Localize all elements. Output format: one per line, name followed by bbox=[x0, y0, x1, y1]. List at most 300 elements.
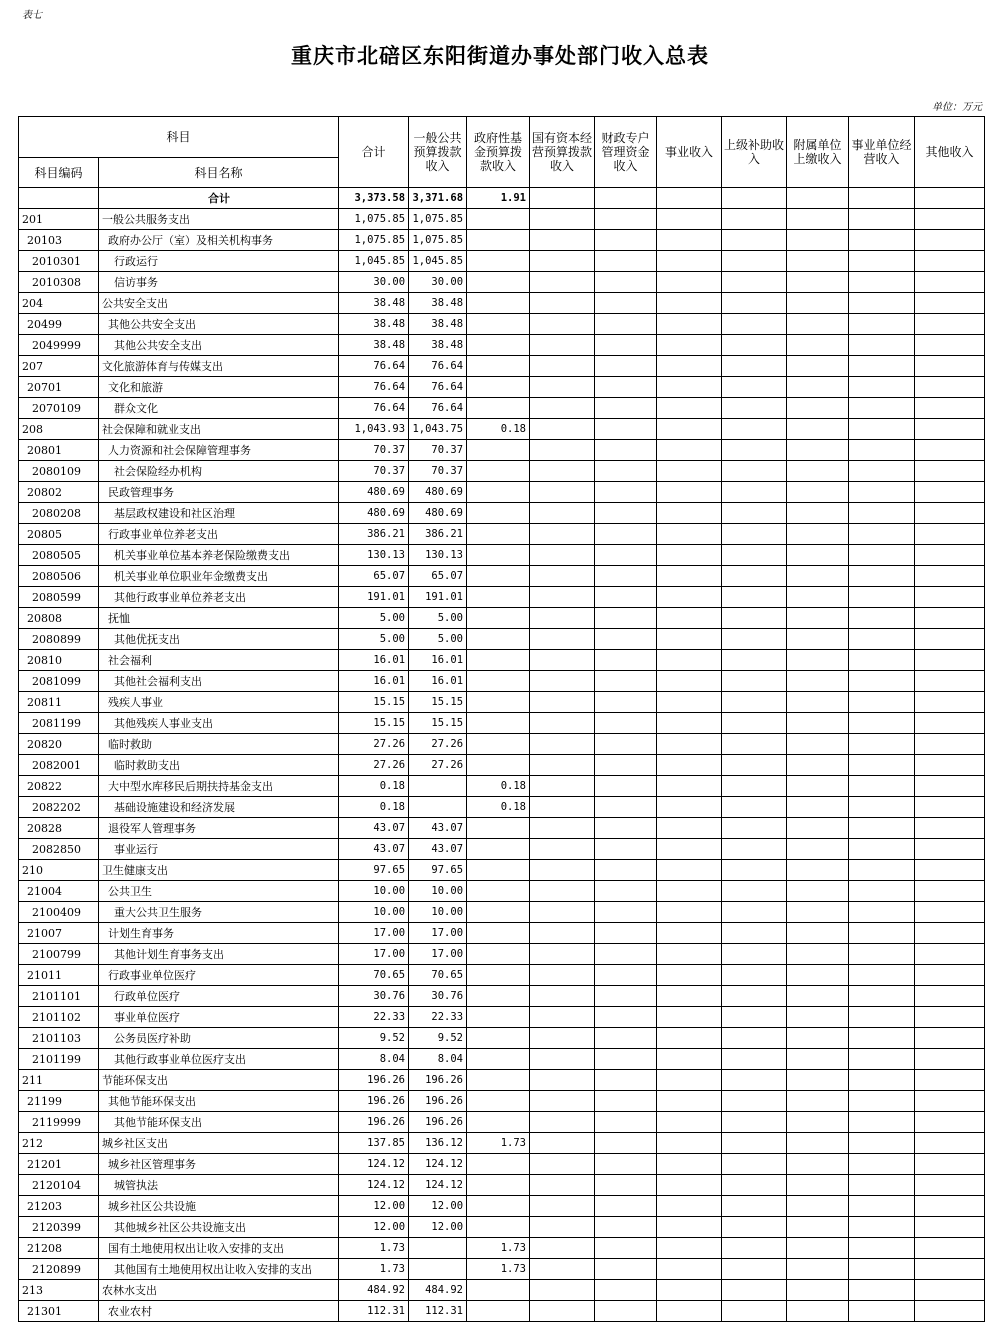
total-amount-cell: 70.37 bbox=[339, 461, 409, 482]
subject-name-cell: 城乡社区公共设施 bbox=[99, 1196, 339, 1217]
empty-amount-cell bbox=[722, 1049, 787, 1070]
general-budget-cell bbox=[409, 1259, 467, 1280]
subject-name-cell: 城管执法 bbox=[99, 1175, 339, 1196]
subject-code-cell: 20822 bbox=[19, 776, 99, 797]
empty-amount-cell bbox=[915, 629, 985, 650]
empty-amount-cell bbox=[915, 1007, 985, 1028]
empty-amount-cell bbox=[722, 566, 787, 587]
empty-amount-cell bbox=[595, 1154, 657, 1175]
table-row bbox=[19, 860, 985, 881]
empty-amount-cell bbox=[595, 1238, 657, 1259]
empty-amount-cell bbox=[849, 524, 915, 545]
empty-amount-cell bbox=[915, 293, 985, 314]
empty-amount-cell bbox=[722, 713, 787, 734]
empty-amount-cell bbox=[787, 587, 849, 608]
empty-amount-cell bbox=[595, 1217, 657, 1238]
empty-amount-cell bbox=[722, 524, 787, 545]
empty-amount-cell bbox=[657, 1301, 722, 1322]
empty-amount-cell bbox=[530, 1133, 595, 1154]
total-amount-cell: 5.00 bbox=[339, 608, 409, 629]
empty-amount-cell bbox=[722, 1112, 787, 1133]
empty-amount-cell bbox=[530, 1280, 595, 1301]
empty-amount-cell bbox=[530, 1217, 595, 1238]
empty-amount-cell bbox=[915, 923, 985, 944]
empty-amount-cell bbox=[787, 1217, 849, 1238]
total-amount-cell: 17.00 bbox=[339, 923, 409, 944]
empty-amount-cell bbox=[595, 461, 657, 482]
col-header-business-income: 事业收入 bbox=[657, 117, 722, 188]
subject-code-cell: 20499 bbox=[19, 314, 99, 335]
empty-amount-cell bbox=[657, 755, 722, 776]
subject-code-cell: 210 bbox=[19, 860, 99, 881]
empty-amount-cell bbox=[915, 818, 985, 839]
empty-amount-cell bbox=[915, 356, 985, 377]
total-amount-cell: 0.18 bbox=[339, 776, 409, 797]
general-budget-cell bbox=[409, 797, 467, 818]
empty-amount-cell bbox=[915, 755, 985, 776]
empty-amount-cell bbox=[722, 734, 787, 755]
empty-amount-cell bbox=[657, 1175, 722, 1196]
empty-amount-cell bbox=[530, 566, 595, 587]
empty-amount-cell bbox=[595, 860, 657, 881]
col-header-operating-income: 事业单位经营收入 bbox=[849, 117, 915, 188]
gov-fund-cell bbox=[467, 1049, 530, 1070]
gov-fund-cell bbox=[467, 461, 530, 482]
empty-amount-cell bbox=[657, 377, 722, 398]
empty-amount-cell bbox=[849, 419, 915, 440]
table-row bbox=[19, 587, 985, 608]
table-row bbox=[19, 1259, 985, 1280]
subject-name-cell: 社会保险经办机构 bbox=[99, 461, 339, 482]
empty-amount-cell bbox=[849, 293, 915, 314]
general-budget-cell: 8.04 bbox=[409, 1049, 467, 1070]
empty-amount-cell bbox=[915, 860, 985, 881]
empty-amount-cell bbox=[787, 1028, 849, 1049]
total-amount-cell: 1,045.85 bbox=[339, 251, 409, 272]
empty-amount-cell bbox=[595, 209, 657, 230]
empty-amount-cell bbox=[595, 1091, 657, 1112]
empty-amount-cell bbox=[849, 944, 915, 965]
table-row bbox=[19, 1028, 985, 1049]
general-budget-cell: 5.00 bbox=[409, 608, 467, 629]
table-row bbox=[19, 1133, 985, 1154]
subject-code-cell: 2101199 bbox=[19, 1049, 99, 1070]
total-amount-cell: 1.73 bbox=[339, 1259, 409, 1280]
general-budget-cell: 191.01 bbox=[409, 587, 467, 608]
gov-fund-cell bbox=[467, 482, 530, 503]
gov-fund-cell bbox=[467, 545, 530, 566]
table-row bbox=[19, 776, 985, 797]
empty-amount-cell bbox=[849, 839, 915, 860]
subject-code-cell: 2082202 bbox=[19, 797, 99, 818]
subject-name-cell: 社会保障和就业支出 bbox=[99, 419, 339, 440]
table-row bbox=[19, 314, 985, 335]
empty-amount-cell bbox=[595, 692, 657, 713]
empty-amount-cell bbox=[849, 545, 915, 566]
total-amount-cell: 30.00 bbox=[339, 272, 409, 293]
empty-amount-cell bbox=[530, 734, 595, 755]
empty-amount-cell bbox=[915, 230, 985, 251]
empty-amount-cell bbox=[787, 650, 849, 671]
empty-amount-cell bbox=[787, 1007, 849, 1028]
empty-amount-cell bbox=[657, 986, 722, 1007]
empty-amount-cell bbox=[787, 293, 849, 314]
empty-amount-cell bbox=[530, 419, 595, 440]
table-row bbox=[19, 524, 985, 545]
subject-code-cell: 208 bbox=[19, 419, 99, 440]
table-row bbox=[19, 482, 985, 503]
subject-code-cell: 2080899 bbox=[19, 629, 99, 650]
empty-amount-cell bbox=[915, 713, 985, 734]
empty-amount-cell bbox=[530, 1238, 595, 1259]
empty-amount-cell bbox=[530, 1112, 595, 1133]
subject-code-cell: 2080505 bbox=[19, 545, 99, 566]
empty-amount-cell bbox=[530, 608, 595, 629]
empty-amount-cell bbox=[722, 503, 787, 524]
empty-amount-cell bbox=[915, 734, 985, 755]
total-amount-cell: 196.26 bbox=[339, 1091, 409, 1112]
gov-fund-cell bbox=[467, 734, 530, 755]
table-row bbox=[19, 629, 985, 650]
subject-code-cell: 20701 bbox=[19, 377, 99, 398]
empty-amount-cell bbox=[595, 881, 657, 902]
empty-amount-cell bbox=[530, 671, 595, 692]
empty-amount-cell bbox=[657, 1259, 722, 1280]
empty-amount-cell bbox=[787, 881, 849, 902]
empty-amount-cell bbox=[915, 524, 985, 545]
total-amount-cell: 480.69 bbox=[339, 503, 409, 524]
table-row bbox=[19, 1091, 985, 1112]
general-budget-cell: 70.65 bbox=[409, 965, 467, 986]
empty-amount-cell bbox=[722, 692, 787, 713]
subject-code-cell: 2080506 bbox=[19, 566, 99, 587]
empty-amount-cell bbox=[915, 314, 985, 335]
total-amount-cell: 38.48 bbox=[339, 293, 409, 314]
empty-amount-cell bbox=[787, 1238, 849, 1259]
empty-amount-cell bbox=[595, 671, 657, 692]
empty-amount-cell bbox=[530, 860, 595, 881]
empty-amount-cell bbox=[915, 1049, 985, 1070]
gov-fund-cell bbox=[467, 1154, 530, 1175]
empty-amount-cell bbox=[530, 230, 595, 251]
empty-amount-cell bbox=[595, 419, 657, 440]
total-amount-cell: 16.01 bbox=[339, 671, 409, 692]
general-budget-cell: 38.48 bbox=[409, 293, 467, 314]
empty-amount-cell bbox=[849, 1028, 915, 1049]
subject-code-cell: 21004 bbox=[19, 881, 99, 902]
col-header-special-account: 财政专户管理资金收入 bbox=[595, 117, 657, 188]
subject-name-cell: 临时救助 bbox=[99, 734, 339, 755]
empty-amount-cell bbox=[722, 1070, 787, 1091]
empty-amount-cell bbox=[787, 1049, 849, 1070]
empty-amount-cell bbox=[787, 314, 849, 335]
gov-fund-cell: 0.18 bbox=[467, 776, 530, 797]
gov-fund-cell bbox=[467, 629, 530, 650]
empty-amount-cell bbox=[657, 692, 722, 713]
empty-amount-cell bbox=[595, 776, 657, 797]
subject-code-cell: 213 bbox=[19, 1280, 99, 1301]
empty-amount-cell bbox=[915, 881, 985, 902]
subject-code-cell: 21208 bbox=[19, 1238, 99, 1259]
empty-amount-cell bbox=[915, 1028, 985, 1049]
empty-amount-cell bbox=[722, 1007, 787, 1028]
empty-amount-cell bbox=[722, 1154, 787, 1175]
empty-amount-cell bbox=[915, 1070, 985, 1091]
general-budget-cell: 196.26 bbox=[409, 1091, 467, 1112]
empty-amount-cell bbox=[657, 965, 722, 986]
general-budget-cell: 386.21 bbox=[409, 524, 467, 545]
empty-amount-cell bbox=[657, 923, 722, 944]
subject-code-cell: 2101101 bbox=[19, 986, 99, 1007]
empty-amount-cell bbox=[722, 335, 787, 356]
col-header-total: 合计 bbox=[339, 117, 409, 188]
general-budget-cell: 5.00 bbox=[409, 629, 467, 650]
subject-code-cell: 20828 bbox=[19, 818, 99, 839]
gov-fund-cell bbox=[467, 1091, 530, 1112]
gov-fund-cell bbox=[467, 1070, 530, 1091]
gov-fund-cell bbox=[467, 209, 530, 230]
table-row bbox=[19, 671, 985, 692]
general-budget-cell: 1,043.75 bbox=[409, 419, 467, 440]
general-budget-cell: 22.33 bbox=[409, 1007, 467, 1028]
table-row bbox=[19, 713, 985, 734]
empty-amount-cell bbox=[530, 503, 595, 524]
gov-fund-cell bbox=[467, 377, 530, 398]
empty-amount-cell bbox=[849, 503, 915, 524]
subject-name-cell: 卫生健康支出 bbox=[99, 860, 339, 881]
general-budget-cell: 38.48 bbox=[409, 314, 467, 335]
table-row bbox=[19, 566, 985, 587]
total-amount-cell: 16.01 bbox=[339, 650, 409, 671]
gov-fund-cell bbox=[467, 566, 530, 587]
empty-amount-cell bbox=[595, 230, 657, 251]
empty-amount-cell bbox=[530, 1301, 595, 1322]
table-row bbox=[19, 272, 985, 293]
subject-name-cell: 其他残疾人事业支出 bbox=[99, 713, 339, 734]
empty-amount-cell bbox=[787, 734, 849, 755]
table-row bbox=[19, 461, 985, 482]
total-amount-cell: 76.64 bbox=[339, 398, 409, 419]
empty-amount-cell bbox=[722, 986, 787, 1007]
subject-code-cell: 20801 bbox=[19, 440, 99, 461]
total-amount-cell: 76.64 bbox=[339, 377, 409, 398]
empty-amount-cell bbox=[849, 230, 915, 251]
subject-name-cell: 节能环保支出 bbox=[99, 1070, 339, 1091]
empty-amount-cell bbox=[915, 1196, 985, 1217]
empty-amount-cell bbox=[530, 797, 595, 818]
empty-amount-cell bbox=[595, 293, 657, 314]
empty-amount-cell bbox=[915, 545, 985, 566]
empty-amount-cell bbox=[849, 1049, 915, 1070]
total-amount-cell: 1,075.85 bbox=[339, 209, 409, 230]
subject-name-cell: 行政单位医疗 bbox=[99, 986, 339, 1007]
empty-amount-cell bbox=[595, 713, 657, 734]
general-budget-cell: 10.00 bbox=[409, 902, 467, 923]
subject-name-cell: 公共卫生 bbox=[99, 881, 339, 902]
table-number-tag: 表七 bbox=[22, 10, 42, 21]
gov-fund-cell bbox=[467, 251, 530, 272]
total-amount-cell: 15.15 bbox=[339, 713, 409, 734]
empty-amount-cell bbox=[787, 818, 849, 839]
empty-amount-cell bbox=[722, 461, 787, 482]
empty-amount-cell bbox=[787, 713, 849, 734]
empty-amount-cell bbox=[915, 1280, 985, 1301]
table-row bbox=[19, 1280, 985, 1301]
empty-amount-cell bbox=[849, 860, 915, 881]
empty-amount-cell bbox=[657, 650, 722, 671]
empty-amount-cell bbox=[722, 860, 787, 881]
empty-amount-cell bbox=[787, 1091, 849, 1112]
empty-amount-cell bbox=[595, 377, 657, 398]
empty-amount-cell bbox=[915, 377, 985, 398]
table-row bbox=[19, 1154, 985, 1175]
total-cell bbox=[722, 188, 787, 209]
empty-amount-cell bbox=[657, 482, 722, 503]
gov-fund-cell bbox=[467, 293, 530, 314]
empty-amount-cell bbox=[657, 524, 722, 545]
subject-code-cell: 2100409 bbox=[19, 902, 99, 923]
table-row bbox=[19, 797, 985, 818]
subject-name-cell: 行政事业单位医疗 bbox=[99, 965, 339, 986]
empty-amount-cell bbox=[530, 398, 595, 419]
empty-amount-cell bbox=[595, 986, 657, 1007]
table-row bbox=[19, 1196, 985, 1217]
empty-amount-cell bbox=[657, 209, 722, 230]
subject-code-cell: 212 bbox=[19, 1133, 99, 1154]
empty-amount-cell bbox=[530, 1175, 595, 1196]
empty-amount-cell bbox=[722, 797, 787, 818]
empty-amount-cell bbox=[915, 1259, 985, 1280]
general-budget-cell: 124.12 bbox=[409, 1175, 467, 1196]
empty-amount-cell bbox=[657, 293, 722, 314]
total-amount-cell: 22.33 bbox=[339, 1007, 409, 1028]
subject-code-cell: 2010308 bbox=[19, 272, 99, 293]
col-header-general-budget: 一般公共预算拨款收入 bbox=[409, 117, 467, 188]
general-budget-cell: 15.15 bbox=[409, 692, 467, 713]
total-amount-cell: 97.65 bbox=[339, 860, 409, 881]
empty-amount-cell bbox=[787, 335, 849, 356]
empty-amount-cell bbox=[915, 671, 985, 692]
empty-amount-cell bbox=[915, 1091, 985, 1112]
empty-amount-cell bbox=[849, 1217, 915, 1238]
subject-name-cell: 大中型水库移民后期扶持基金支出 bbox=[99, 776, 339, 797]
empty-amount-cell bbox=[595, 1259, 657, 1280]
general-budget-cell bbox=[409, 1238, 467, 1259]
table-row bbox=[19, 818, 985, 839]
empty-amount-cell bbox=[530, 839, 595, 860]
gov-fund-cell bbox=[467, 650, 530, 671]
empty-amount-cell bbox=[787, 209, 849, 230]
empty-amount-cell bbox=[787, 524, 849, 545]
general-budget-cell: 43.07 bbox=[409, 839, 467, 860]
empty-amount-cell bbox=[530, 923, 595, 944]
empty-amount-cell bbox=[722, 650, 787, 671]
empty-amount-cell bbox=[657, 1112, 722, 1133]
subject-name-cell: 城乡社区管理事务 bbox=[99, 1154, 339, 1175]
empty-amount-cell bbox=[722, 755, 787, 776]
subject-name-cell: 其他公共安全支出 bbox=[99, 335, 339, 356]
empty-amount-cell bbox=[787, 1070, 849, 1091]
table-row bbox=[19, 608, 985, 629]
empty-amount-cell bbox=[722, 1091, 787, 1112]
table-row bbox=[19, 839, 985, 860]
empty-amount-cell bbox=[595, 440, 657, 461]
empty-amount-cell bbox=[595, 314, 657, 335]
total-label: 合计 bbox=[99, 188, 339, 209]
empty-amount-cell bbox=[657, 1049, 722, 1070]
empty-amount-cell bbox=[657, 944, 722, 965]
empty-amount-cell bbox=[530, 1091, 595, 1112]
general-budget-cell: 480.69 bbox=[409, 482, 467, 503]
empty-amount-cell bbox=[530, 881, 595, 902]
empty-amount-cell bbox=[722, 1028, 787, 1049]
gov-fund-cell: 1.73 bbox=[467, 1238, 530, 1259]
empty-amount-cell bbox=[595, 1301, 657, 1322]
empty-amount-cell bbox=[849, 965, 915, 986]
empty-amount-cell bbox=[722, 1259, 787, 1280]
empty-amount-cell bbox=[595, 251, 657, 272]
empty-amount-cell bbox=[595, 797, 657, 818]
empty-amount-cell bbox=[915, 1238, 985, 1259]
total-amount-cell: 10.00 bbox=[339, 902, 409, 923]
general-budget-cell: 196.26 bbox=[409, 1112, 467, 1133]
empty-amount-cell bbox=[657, 881, 722, 902]
empty-amount-cell bbox=[657, 440, 722, 461]
general-budget-cell: 480.69 bbox=[409, 503, 467, 524]
empty-amount-cell bbox=[915, 419, 985, 440]
empty-amount-cell bbox=[849, 608, 915, 629]
empty-amount-cell bbox=[595, 650, 657, 671]
empty-amount-cell bbox=[787, 692, 849, 713]
table-row bbox=[19, 734, 985, 755]
general-budget-cell: 38.48 bbox=[409, 335, 467, 356]
gov-fund-cell bbox=[467, 944, 530, 965]
empty-amount-cell bbox=[657, 1238, 722, 1259]
empty-amount-cell bbox=[595, 566, 657, 587]
gov-fund-cell bbox=[467, 230, 530, 251]
total-amount-cell: 137.85 bbox=[339, 1133, 409, 1154]
gov-fund-cell bbox=[467, 587, 530, 608]
empty-amount-cell bbox=[657, 1133, 722, 1154]
gov-fund-cell bbox=[467, 1112, 530, 1133]
general-budget-cell: 484.92 bbox=[409, 1280, 467, 1301]
total-row bbox=[19, 188, 985, 209]
subject-code-cell: 2100799 bbox=[19, 944, 99, 965]
empty-amount-cell bbox=[722, 1133, 787, 1154]
total-amount-cell: 27.26 bbox=[339, 734, 409, 755]
empty-amount-cell bbox=[530, 1049, 595, 1070]
gov-fund-cell bbox=[467, 440, 530, 461]
empty-amount-cell bbox=[849, 461, 915, 482]
empty-amount-cell bbox=[722, 251, 787, 272]
subject-name-cell: 事业运行 bbox=[99, 839, 339, 860]
empty-amount-cell bbox=[915, 944, 985, 965]
empty-amount-cell bbox=[530, 293, 595, 314]
general-budget-cell: 27.26 bbox=[409, 734, 467, 755]
total-amount-cell: 12.00 bbox=[339, 1196, 409, 1217]
general-budget-cell: 1,075.85 bbox=[409, 209, 467, 230]
empty-amount-cell bbox=[849, 797, 915, 818]
table-row bbox=[19, 1007, 985, 1028]
total-cell bbox=[787, 188, 849, 209]
total-amount-cell: 1,075.85 bbox=[339, 230, 409, 251]
total-cell bbox=[595, 188, 657, 209]
empty-amount-cell bbox=[595, 335, 657, 356]
empty-amount-cell bbox=[787, 671, 849, 692]
empty-amount-cell bbox=[722, 209, 787, 230]
empty-amount-cell bbox=[530, 335, 595, 356]
gov-fund-cell bbox=[467, 1280, 530, 1301]
